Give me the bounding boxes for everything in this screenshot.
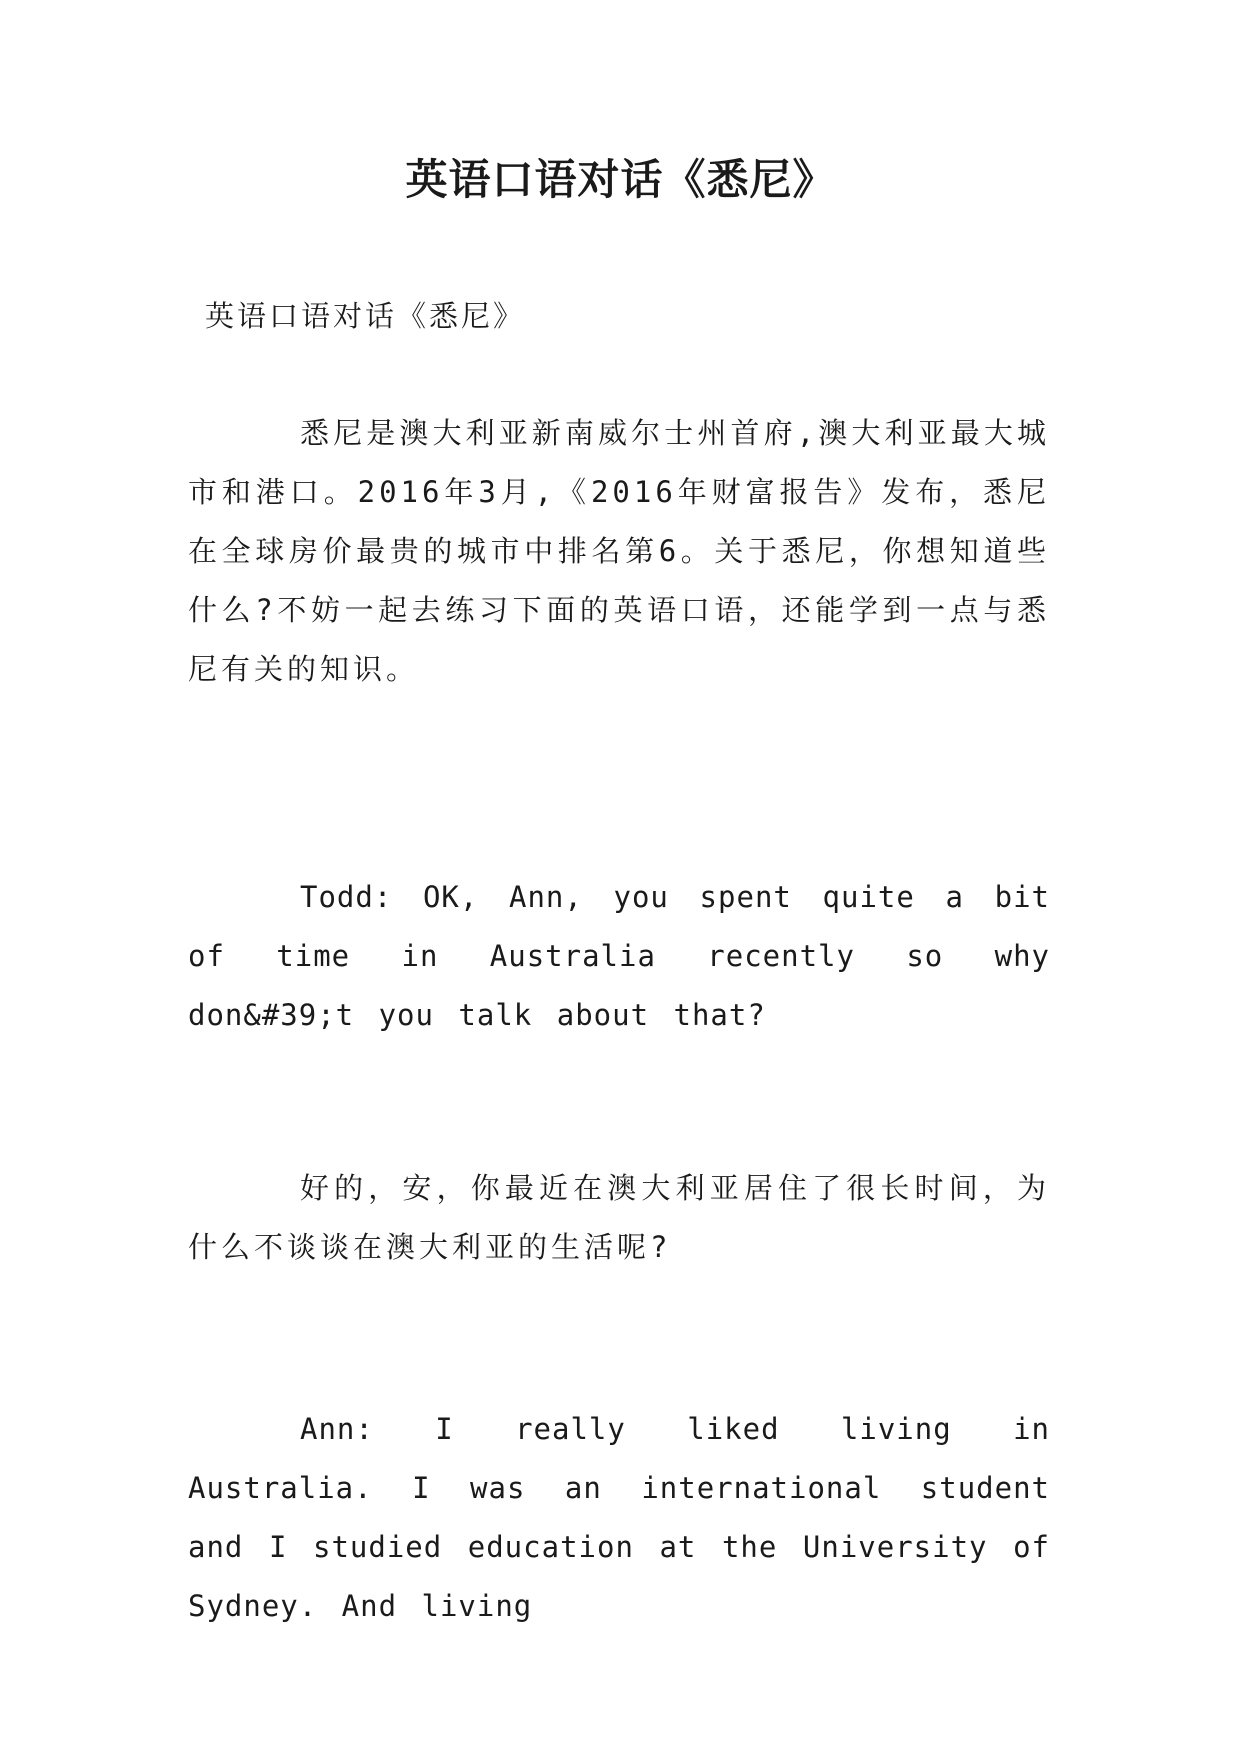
ann-english-paragraph: Ann: I really liked living in Australia. I was an international student and I studied education at the University of Sydney. And living xyxy=(188,1412,1050,1623)
todd-english-paragraph: Todd: OK, Ann, you spent quite a bit of time in Australia recently so why don&#39;t you talk about that? xyxy=(188,880,1050,1032)
intro-paragraph: 悉尼是澳大利亚新南威尔士州首府,澳大利亚最大城市和港口。2016年3月,《2016年财富报告》发布，悉尼在全球房价最贵的城市中排名第6。关于悉尼，你想知道些什么?不妨一起去练习下面的英语口语，还能学到一点与悉尼有关的知识。 xyxy=(188,416,1050,686)
todd-chinese-paragraph: 好的，安，你最近在澳大利亚居住了很长时间，为什么不谈谈在澳大利亚的生活呢? xyxy=(188,1171,1050,1264)
document-title: 英语口语对话《悉尼》 xyxy=(405,155,836,204)
document-subtitle: 英语口语对话《悉尼》 xyxy=(205,299,526,333)
